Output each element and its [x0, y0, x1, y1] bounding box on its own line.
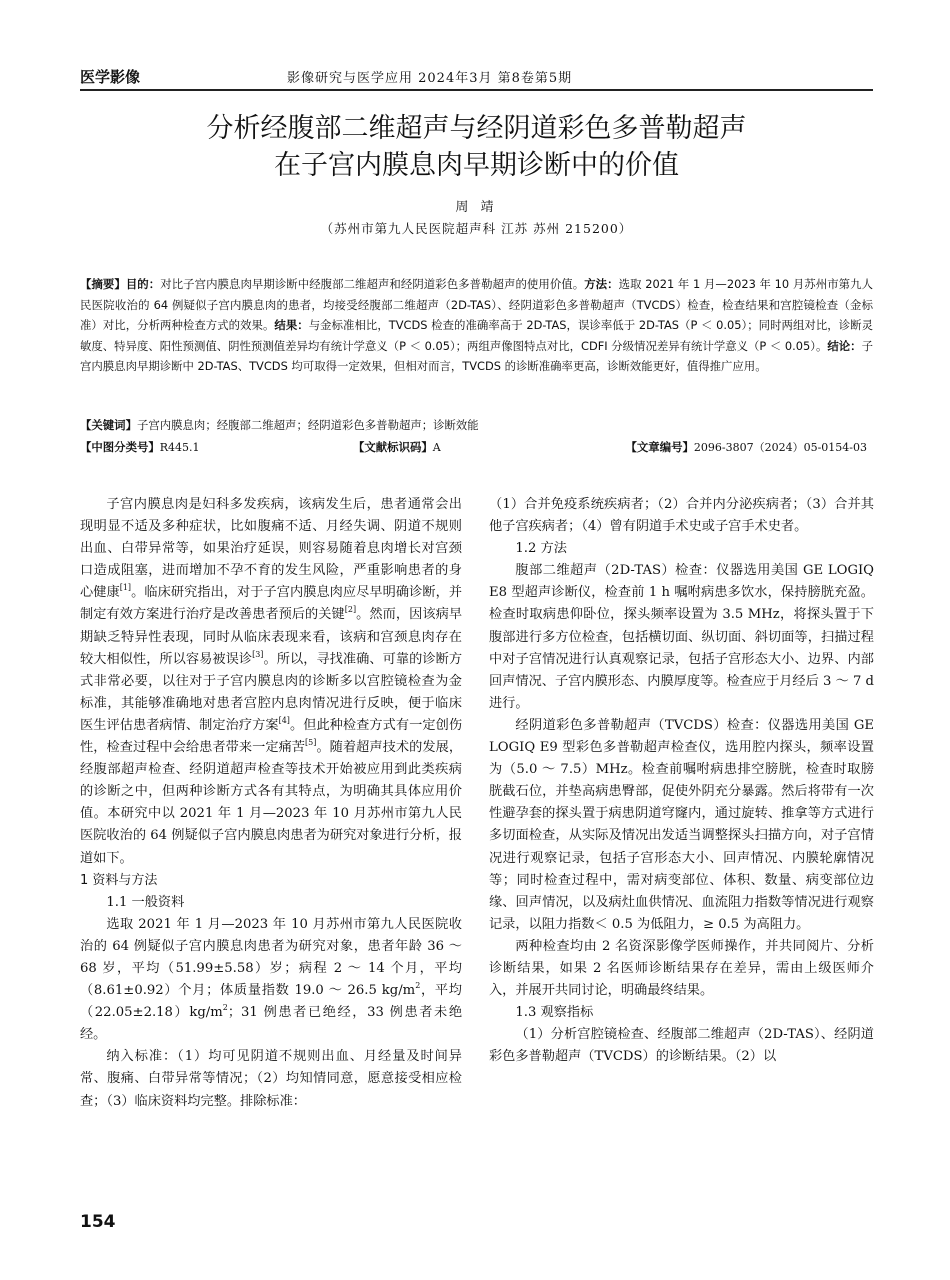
subsection-heading-1-1: 1.1 一般资料 [106, 894, 185, 910]
article-no-label: 【文章编号】 [625, 440, 694, 454]
intro-text-d: 。所以，寻找准确、可靠的诊断方式非常必要，以往对于子宫内膜息肉的诊断多以宫腔镜检查为金标准，其能够准确地对患者宫腔内息肉情况进行反映，便于临床医生评估患者病情、制定治疗方案 [80, 651, 463, 733]
abstract-label: 【摘要】 [80, 277, 126, 291]
abstract-purpose: 对比子宫内膜息肉早期诊断中经腹部二维超声和经阴道彩色多普勒超声的使用价值。 [160, 277, 585, 291]
general-text-c: ；31 例患者已绝经，33 例患者未绝经。 [80, 1005, 463, 1043]
intro-text-b: 。临床研究指出，对于子宫内膜息肉应尽早明确诊断，并制定有效方案进行治疗是改善患者预后的关键 [80, 585, 463, 623]
classification-line [80, 437, 873, 457]
abstract-result: 与金标准相比，TVCDS 检查的准确率高于 2D-TAS，误诊率低于 2D-TAS（P ＜ 0.05）；同时两组对比，诊断灵敏度、特异度、阳性预测值、阴性预测值差异均有统计学意义（P ＜ 0.05）；两组声像图特点对比，CDFI 分级情况差异有统计学意义（P ＜ 0.05）。 [80, 318, 873, 353]
article-title [80, 110, 873, 184]
section-label: 医学影像 [80, 68, 141, 86]
general-text-a: 选取 2021 年 1 月—2023 年 10 月苏州市第九人民医院收治的 64 例疑似子宫内膜息肉患者为研究对象，患者年龄 36 ～ 68 岁，平均（51.99±5.58）岁；病程 2 ～ 14 个月，平均（8.61±0.92）个月；体质量指数 19.0 ～ 26.5 kg/m [80, 916, 462, 999]
abstract-conclusion: 子宫内膜息肉早期诊断中 2D-TAS、TVCDS 均可取得一定效果，但相对而言，TVCDS 的诊断准确率更高，诊断效能更好，值得推广应用。 [80, 338, 873, 374]
general-info-paragraph [80, 914, 462, 1047]
intro-text-f: 。随着超声技术的发展，经腹部超声检查、经阴道超声检查等技术开始被应用到此类疾病的诊断之中，但两种诊断方式各有其特点，为明确其具体应用价值。本研究中以 2021 年 1 月—2023 年 10 月苏州市第九人民医院收治的 64 例疑似子宫内膜息肉患者为研究对象进行分析，报道如下。 [80, 740, 463, 866]
article-no-value: 2096-3807（2024）05-0154-03 [693, 441, 867, 454]
inclusion-criteria: 纳入标准：（1）均可见阴道不规则出血、月经量及时间异常、腹痛、白带异常等情况；（2）均知情同意，愿意接受相应检查；（3）临床资料均完整。排除标准： [80, 1049, 462, 1109]
body-column-left [80, 494, 462, 1113]
page-number: 154 [80, 1212, 116, 1232]
general-text-b: ，平均（22.05±2.18）kg/m [80, 983, 462, 1021]
citation-5: [5] [305, 738, 317, 748]
keywords-value: 子宫内膜息肉；经腹部二维超声；经阴道彩色多普勒超声；诊断效能 [136, 418, 479, 432]
body-column-right [489, 494, 874, 1068]
title-line-1: 分析经腹部二维超声与经阴道彩色多普勒超声 [206, 113, 747, 144]
citation-2: [2] [344, 605, 357, 615]
abstract-conclusion-label: 结论： [827, 338, 862, 353]
intro-text-a: 子宫内膜息肉是妇科多发疾病，该病发生后，患者通常会出现明显不适及多种症状，比如腹痛不适、月经失调、阴道不规则出血、白带异常等，如果治疗延误，则容易随着息肉增长对宫颈口造成阻塞，进而增加不孕不育的发生风险，严重影响患者的身心健康 [80, 497, 462, 601]
abstract-result-label: 结果： [274, 318, 309, 333]
tas-method-paragraph: 腹部二维超声（2D-TAS）检查：仪器选用美国 GE LOGIQ E8 型超声诊断仪，检查前 1 h 嘱咐病患多饮水，保持膀胱充盈。检查时取病患仰卧位，探头频率设置为 3.5 MHz，将探头置于下腹部进行多方位检查，包括横切面、纵切面、斜切面等，扫描过程中对子宫情况进行认真观察记录，包括子宫形态大小、边界、内部回声情况、子宫内膜形态、内膜厚度等。检查应于月经后 3 ～ 7 d 进行。 [489, 563, 874, 711]
abstract-method: 选取 2021 年 1 月—2023 年 10 月苏州市第九人民医院收治的 64 例疑似子宫内膜息肉的患者，均接受经腹部二维超声（2D-TAS）、经阴道彩色多普勒超声（TVCDS）检查，检查结果和宫腔镜检查（金标准）对比，分析两种检查方式的效果。 [80, 277, 873, 333]
clc-value: R445.1 [159, 441, 200, 454]
subsection-heading-1-2: 1.2 方法 [515, 541, 567, 557]
keywords-label: 【关键词】 [80, 418, 137, 432]
intro-paragraph [80, 494, 462, 870]
intro-text-e: 。但此种检查方式有一定创伤性，检查过程中会给患者带来一定痛苦 [80, 717, 463, 756]
intro-text-c: 。然而，因该病早期缺乏特异性表现，同时从临床表现来看，该病和宫颈息肉存在较大相似性，所以容易被误诊 [80, 607, 463, 667]
author: 周 靖 [455, 200, 498, 215]
clc-number [80, 437, 200, 458]
citation-1: [1] [119, 583, 132, 593]
citation-3: [3] [252, 649, 264, 659]
abstract-method-label: 方法： [584, 277, 619, 291]
doc-label: 【文献标识码】 [353, 440, 433, 454]
doc-value: A [432, 441, 441, 454]
affiliation: （苏州市第九人民医院超声科 江苏 苏州 215200） [320, 221, 633, 236]
subsection-heading-1-3: 1.3 观察指标 [515, 1005, 594, 1021]
running-header [80, 66, 873, 88]
exclusion-criteria: （1）合并免疫系统疾病者；（2）合并内分泌疾病者；（3）合并其他子宫疾病者；（4）曾有阴道手术史或子宫手术史者。 [489, 497, 874, 535]
document-code [353, 437, 441, 458]
article-number [626, 437, 867, 458]
operators-paragraph: 两种检查均由 2 名资深影像学医师操作，并共同阅片、分析诊断结果，如果 2 名医师诊断结果存在差异，需由上级医师介入，并展开共同讨论，明确最终结果。 [489, 938, 874, 999]
title-line-2: 在子宫内膜息肉早期诊断中的价值 [274, 150, 679, 181]
superscript-square-1: 2 [415, 981, 421, 991]
clc-label: 【中图分类号】 [80, 440, 160, 454]
indicators-paragraph: （1）分析宫腔镜检查、经腹部二维超声（2D-TAS）、经阴道彩色多普勒超声（TVCDS）的诊断结果。（2）以 [489, 1027, 874, 1065]
header-rule [80, 89, 873, 91]
abstract-purpose-label: 目的： [125, 277, 161, 291]
tvcds-method-paragraph: 经阴道彩色多普勒超声（TVCDS）检查：仪器选用美国 GE LOGIQ E9 型彩色多普勒超声检查仪，选用腔内探头，频率设置为（5.0 ～ 7.5）MHz。检查前嘱咐病患排空膀胱，检查时取膀胱截石位，并垫高病患臀部，促使外阴充分暴露。然后将带有一次性避孕套的探头置于病患阴道穹窿内，通过旋转、推拿等方式进行多切面检查，从实际及情况出发适当调整探头扫描方向，对子宫情况进行观察记录，包括子宫形态大小、回声情况、内膜轮廓情况等；同时检查过程中，需对病变部位、体积、数量、病变部位边缘、回声情况，以及病灶血供情况、血流阻力指数等情况进行观察记录，以阻力指数＜ 0.5 为低阻力，≥ 0.5 为高阻力。 [489, 717, 874, 932]
abstract [80, 274, 873, 377]
superscript-square-2: 2 [222, 1003, 228, 1013]
keywords [80, 415, 873, 435]
section-heading-1: 1 资料与方法 [80, 872, 158, 888]
citation-4: [4] [278, 715, 290, 725]
journal-info: 影像研究与医学应用 2024年3月 第8卷第5期 [287, 71, 573, 86]
